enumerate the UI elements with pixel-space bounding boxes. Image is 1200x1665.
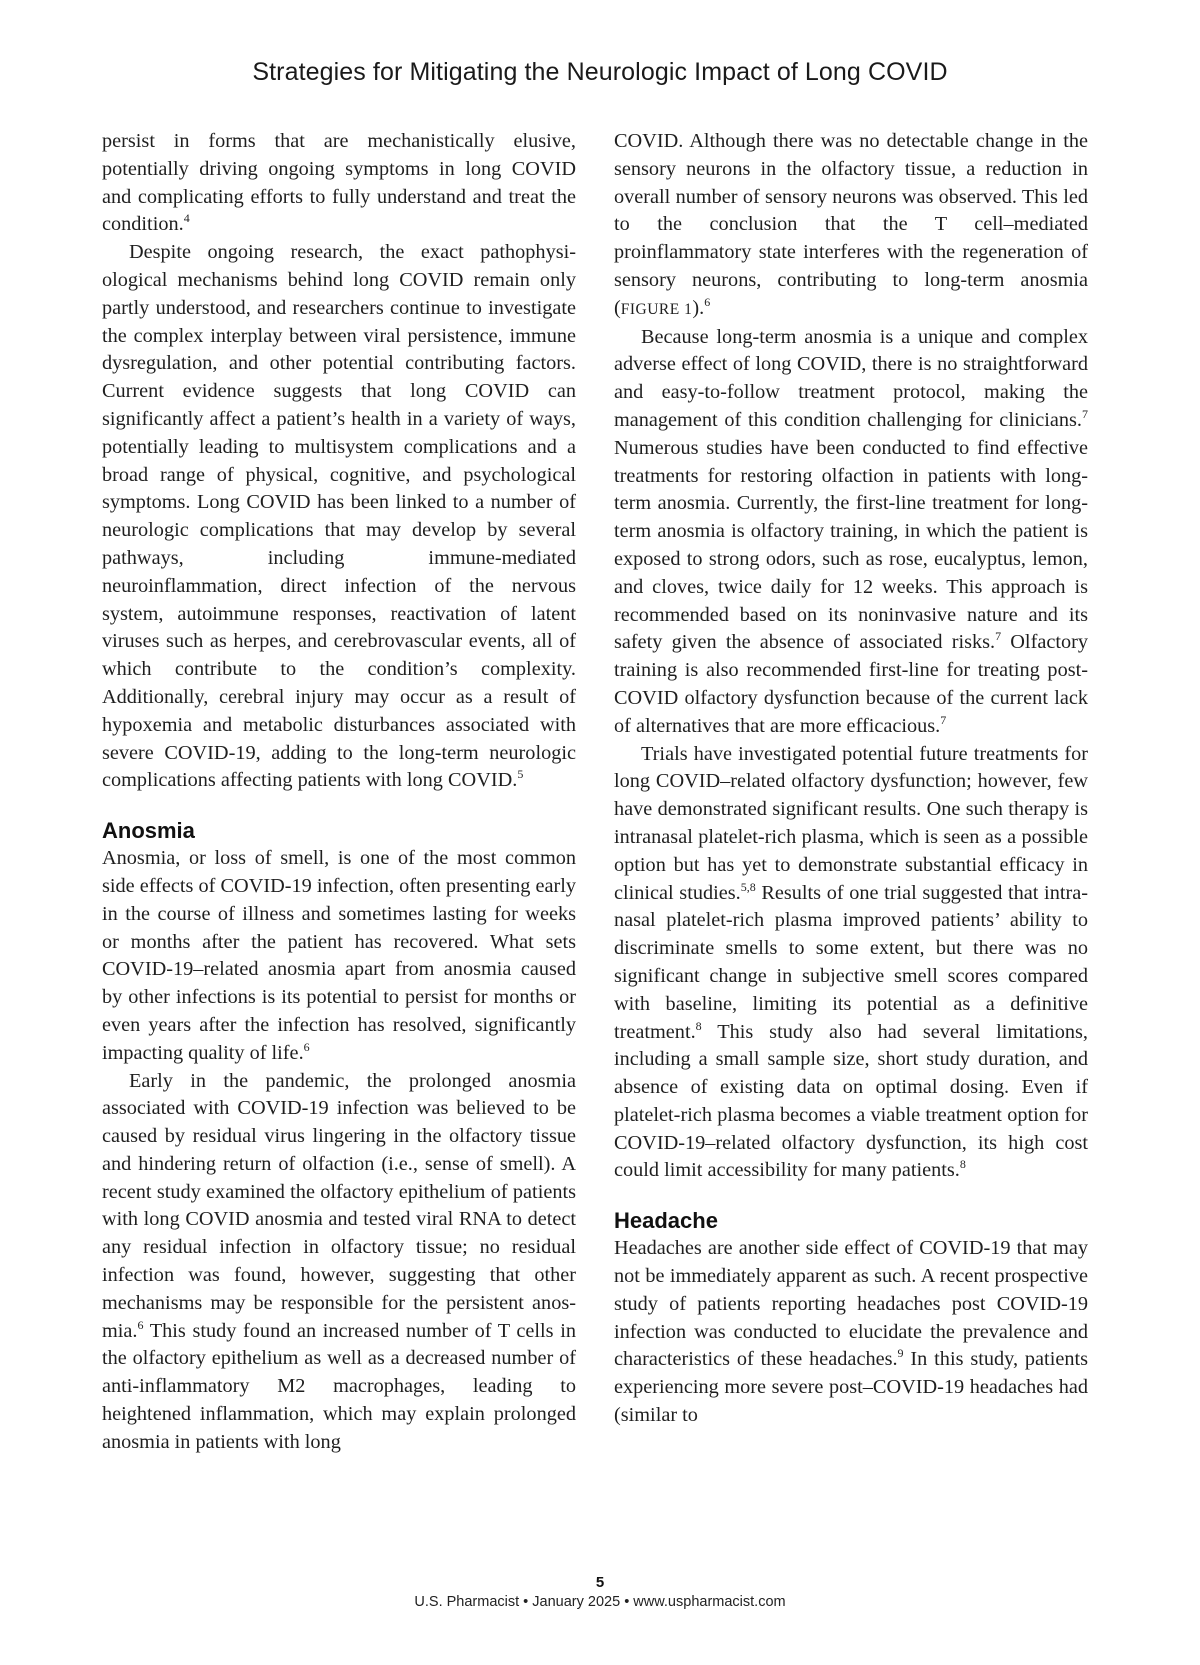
paragraph-text: This study found an increased number of T cells in the olfactory epithelium as well as a decreased number of anti-inflammatory M2 macrophages, leading to heightened inflammation, which may explain prolonged anosmia in patients with long [102,1319,576,1453]
paragraph-3 [102,845,576,1067]
paragraph-text: This study also had several limitations, including a small sample size, short study duration, and absence of existing data on optimal dosing. Even if platelet-rich plasma becomes a viable treatment option for COVID-19–related olfactory dysfunction, its high cost could limit accessibility for many patients. [614,1020,1088,1182]
section-heading-headache: Headache [614,1208,718,1234]
reference-superscript: 6 [704,294,711,309]
paragraph-1 [102,128,576,239]
reference-superscript: 5 [517,767,524,782]
paragraph-4 [102,1068,576,1457]
reference-superscript: 5,8 [740,879,756,894]
paragraph-8 [614,1235,1088,1430]
reference-superscript: 8 [695,1018,702,1033]
footer-publication-line: U.S. Pharmacist • January 2025 • www.uspharmacist.com [414,1594,786,1610]
right-column [614,128,1088,1430]
page-number: 5 [595,1574,605,1591]
paragraph-text: COVID. Although there was no detectable change in the sensory neurons in the olfactory tissue, a reduction in overall number of sensory neurons was observed. This led to the conclusion that the T cell–mediated proinflammatory state interferes with the regeneration of sensory neurons, contributing to long-term anosmia ( [614,130,1088,319]
reference-superscript: 7 [940,712,947,727]
paragraph-text: Results of one trial suggested that intranasal platelet-rich plasma improved patients’ ability to discriminate smells to some extent, but there was no significant change in subjective smell scores compared with baseline, limiting its potential as a definitive treatment. [614,881,1088,1043]
paragraph-text: Early in the pandemic, the prolonged anosmia associated with COVID-19 infection was believed to be caused by residual virus lingering in the olfactory tissue and hindering return of olfaction (i.e., sense of smell). A recent study examined the olfactory epithelium of patients with long COVID anosmia and tested viral RNA to detect any residual infection in olfactory tissue; no residual infection was found, however, suggesting that other mechanisms may be responsible for the persistent anosmia. [102,1069,576,1342]
reference-superscript: 8 [959,1157,966,1172]
paragraph-7 [614,741,1088,1186]
paragraph-text: Trials have investigated potential future treatments for long COVID–related olfactory dysfunction; however, few have demonstrated significant results. One such therapy is intranasal platelet-rich plasma, which is seen as a possible option but has yet to demonstrate substantial efficacy in clinical studies. [614,742,1088,904]
paragraph-text: persist in forms that are mechanistically elusive, potentially driving ongoing symptoms in long COVID and complicating efforts to fully understand and treat the condition. [102,130,576,236]
running-header-title: Strategies for Mitigating the Neurologic Impact of Long COVID [252,58,948,86]
reference-superscript: 6 [303,1039,310,1054]
paragraph-text: Anosmia, or loss of smell, is one of the most common side effects of COVID-19 infection, often presenting early in the course of illness and sometimes lasting for weeks or months after the patient has recovered. What sets COVID-19–related anosmia apart from anosmia caused by other infections is its potential to persist for months or even years after the infection has resolved, significantly impacting quality of life. [102,847,576,1064]
paragraph-2 [102,239,576,795]
paragraph-text: Despite ongoing research, the exact pathophysiological mechanisms behind long COVID remain only partly understood, and researchers continue to investigate the complex interplay between viral persistence, immune dysregulation, and other potential contributing factors. Current evidence suggests that long COVID can significantly affect a patient’s health in a variety of ways, potentially leading to multisystem complications and a broad range of physical, cognitive, and psychological symptoms. Long COVID has been linked to a number of neurologic complications that may develop by several pathways, including immune-mediated neuroinflammation, direct infection of the nervous system, autoimmune responses, reactivation of latent viruses such as herpes, and cerebrovascular events, all of which contribute to the condition’s complexity. Additionally, cerebral injury may occur as a result of hypoxemia and metabolic disturbances associated with severe COVID-19, adding to the long-term neurologic complications affecting patients with long COVID. [102,241,576,792]
reference-superscript: 6 [137,1317,144,1332]
left-column [102,128,576,1457]
paragraph-text: Numerous studies have been conducted to find effective treatments for restoring olfaction in patients with long-term anosmia. Currently, the first-line treatment for long-term anosmia is olfactory training, in which the patient is exposed to strong odors, such as rose, eucalyptus, lemon, and cloves, twice daily for 12 weeks. This approach is recommended based on its noninvasive nature and its safety given the absence of associated risks. [614,436,1088,654]
paragraph-text: ). [692,296,705,319]
reference-superscript: 9 [897,1346,904,1361]
paragraph-6 [614,324,1088,741]
reference-superscript: 7 [1082,406,1088,421]
paragraph-text: Headaches are another side effect of COVID-19 that may not be immediately apparent as such. A recent prospective study of patients reporting headaches post COVID-19 infection was conducted to elucidate the prevalence and characteristics of these headaches. [614,1237,1088,1371]
paragraph-text: Because long-term anosmia is a unique and complex adverse effect of long COVID, there is no straightforward and easy-to-follow treatment protocol, making the management of this condition challenging for clinicians. [614,325,1088,431]
paragraph-text: Olfactory training is also recommended first-line for treating post-COVID olfactory dysfunction because of the current lack of alternatives that are more efficacious. [614,631,1088,737]
paragraph-5 [614,128,1088,324]
reference-superscript: 7 [995,629,1002,644]
figure-reference: FIGURE 1 [620,300,693,318]
paragraph-text: In this study, patients experiencing more severe post–COVID-19 headaches had (similar to [614,1348,1088,1427]
section-heading-anosmia: Anosmia [102,818,195,844]
reference-superscript: 4 [183,211,190,226]
